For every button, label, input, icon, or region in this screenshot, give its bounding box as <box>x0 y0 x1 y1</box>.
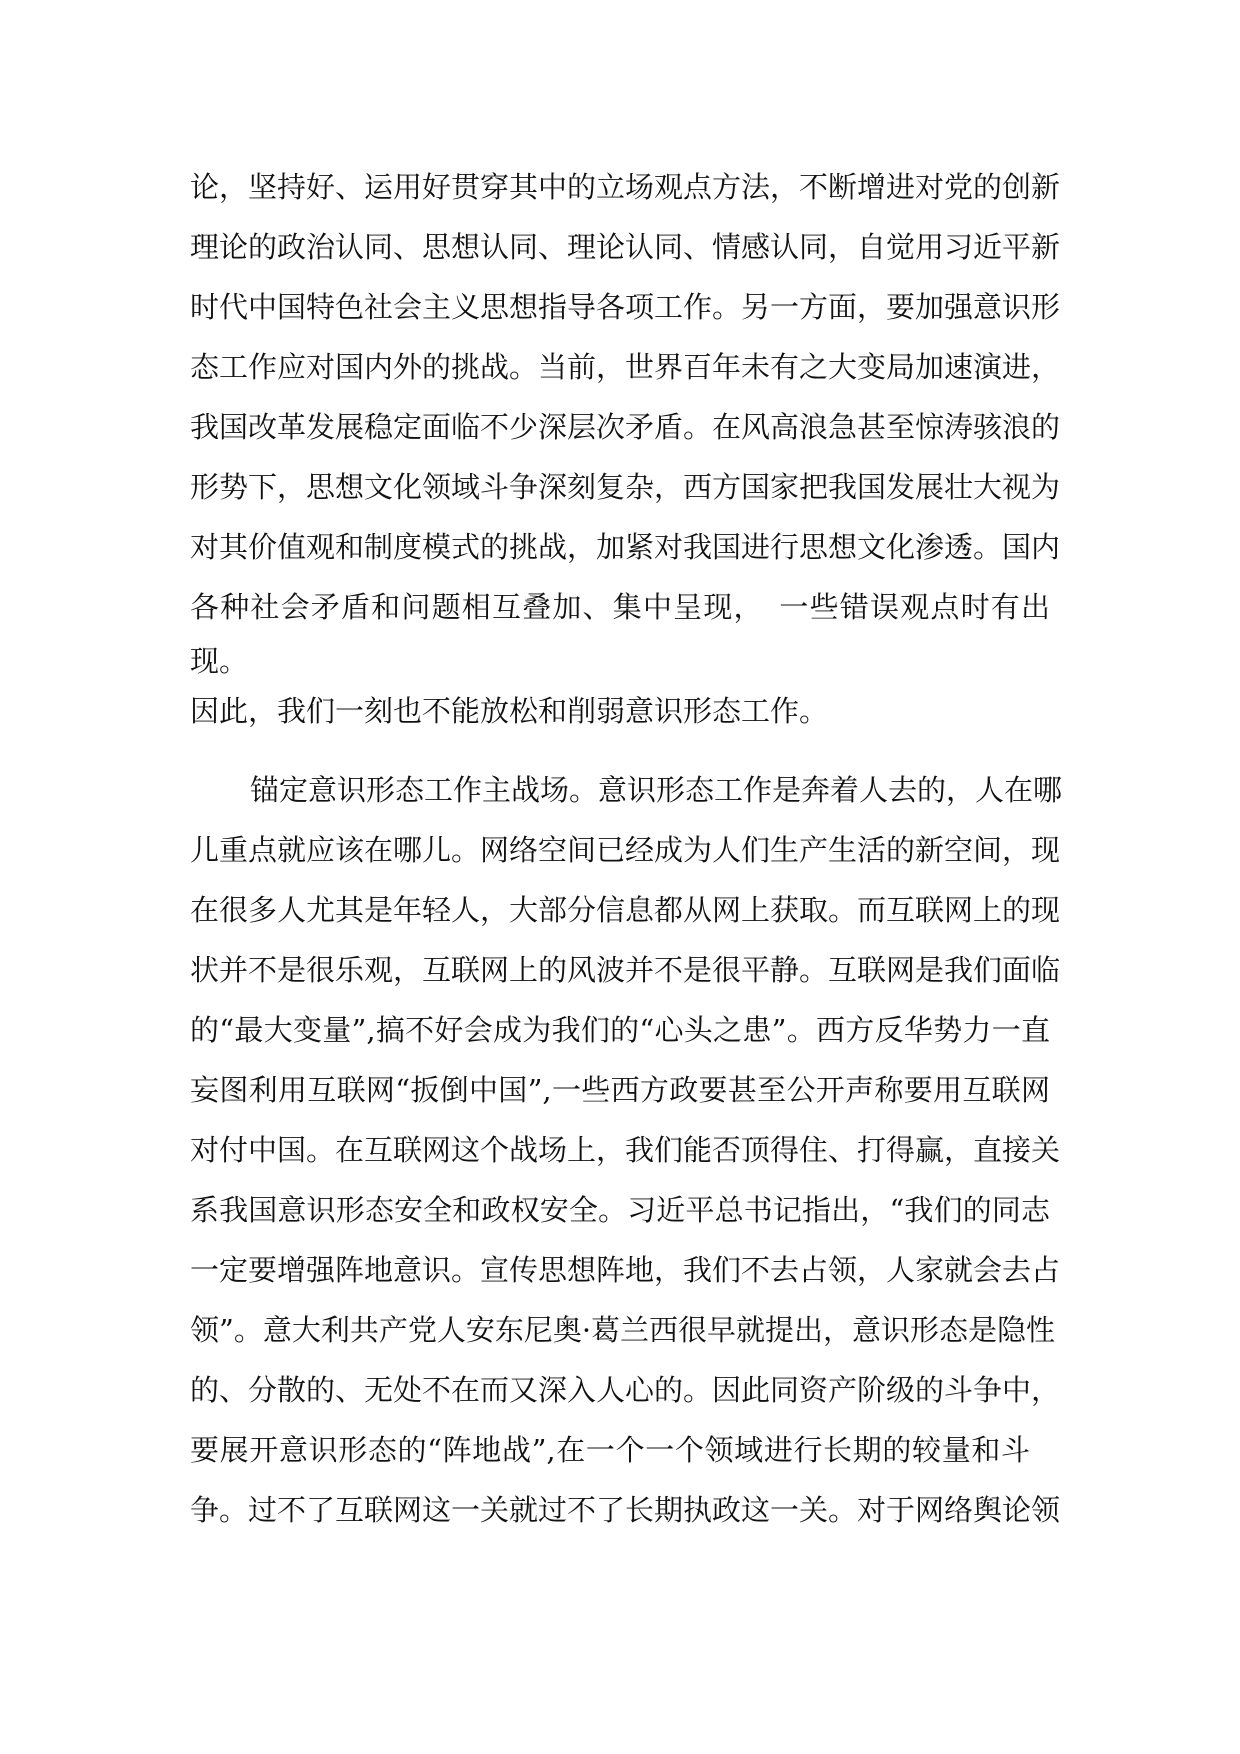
paragraph-line: 形势下，思想文化领域斗争深刻复杂，西方国家把我国发展壮大视为 <box>190 470 1061 504</box>
paragraph-line: 理论的政治认同、思想认同、理论认同、情感认同，自觉用习近平新 <box>190 230 1061 264</box>
paragraph-line: 在很多人尤其是年轻人，大部分信息都从网上获取。而互联网上的现 <box>190 893 1061 927</box>
paragraph-line: 各种社会矛盾和问题相互叠加、集中呈现， 一些错误观点时有出 <box>190 590 1050 624</box>
paragraph-line: 因此，我们一刻也不能放松和削弱意识形态工作。 <box>190 694 829 728</box>
paragraph-line: 现。 <box>190 644 249 678</box>
paragraph-line: 儿重点就应该在哪儿。网络空间已经成为人们生产生活的新空间，现 <box>190 833 1061 867</box>
paragraph-line: 要展开意识形态的“阵地战”,在一个一个领域进行长期的较量和斗 <box>190 1433 1030 1467</box>
paragraph-line: 对其价值观和制度模式的挑战，加紧对我国进行思想文化渗透。国内 <box>190 530 1061 564</box>
paragraph-line: 一定要增强阵地意识。宣传思想阵地，我们不去占领，人家就会去占 <box>190 1253 1061 1287</box>
paragraph-line: 状并不是很乐观，互联网上的风波并不是很平静。互联网是我们面临 <box>190 953 1061 987</box>
paragraph-line: 争。过不了互联网这一关就过不了长期执政这一关。对于网络舆论领 <box>190 1493 1061 1527</box>
paragraph-line: 态工作应对国内外的挑战。当前，世界百年未有之大变局加速演进， <box>190 350 1061 384</box>
paragraph-line: 的、分散的、无处不在而又深入人心的。因此同资产阶级的斗争中， <box>190 1373 1061 1407</box>
paragraph-line: 妄图利用互联网“扳倒中国”,一些西方政要甚至公开声称要用互联网 <box>190 1073 1050 1107</box>
paragraph-line: 论，坚持好、运用好贯穿其中的立场观点方法，不断增进对党的创新 <box>190 170 1061 204</box>
paragraph-line: 时代中国特色社会主义思想指导各项工作。另一方面，要加强意识形 <box>190 290 1061 324</box>
paragraph-line: 的“最大变量”,搞不好会成为我们的“心头之患”。西方反华势力一直 <box>190 1013 1050 1047</box>
paragraph-line: 对付中国。在互联网这个战场上，我们能否顶得住、打得赢，直接关 <box>190 1133 1061 1167</box>
paragraph-line: 系我国意识形态安全和政权安全。习近平总书记指出，“我们的同志 <box>190 1193 1050 1227</box>
paragraph-line: 领”。意大利共产党人安东尼奥·葛兰西很早就提出，意识形态是隐性 <box>190 1313 1056 1347</box>
paragraph-line: 我国改革发展稳定面临不少深层次矛盾。在风高浪急甚至惊涛骇浪的 <box>190 410 1061 444</box>
paragraph-first-line: 锚定意识形态工作主战场。意识形态工作是奔着人去的，人在哪 <box>250 773 1063 807</box>
